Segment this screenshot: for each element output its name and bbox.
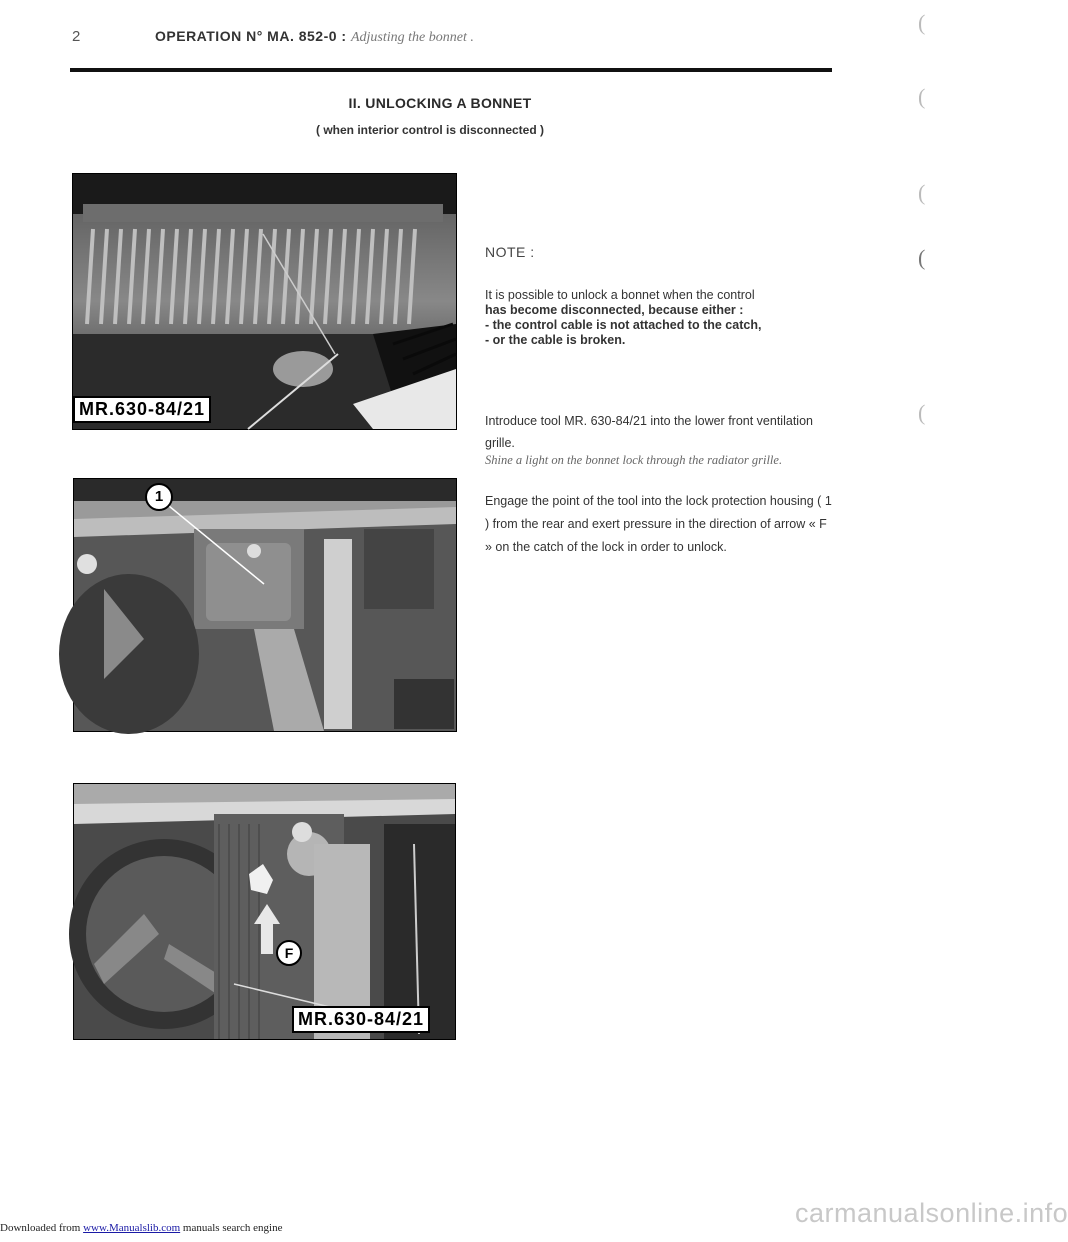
margin-binding-mark: ( [918,10,926,35]
manualslib-link[interactable]: www.Manualslib.com [83,1222,181,1234]
operation-subject: Adjusting the bonnet . [350,30,474,45]
operation-number: OPERATION N° MA. 852-0 : [155,28,347,44]
note-line: - or the cable is broken. [485,333,626,347]
note-body [485,288,835,348]
note-line: - the control cable is not attached to the catch, [485,318,762,332]
section-title: II. UNLOCKING A BONNET [348,95,532,111]
figure-tool-insertion-illustration [73,174,456,429]
section-subtitle: ( when interior control is disconnected ) [315,123,545,137]
figure-arrow-f-photo [73,783,456,1040]
footer-prefix: Downloaded from [0,1222,81,1234]
callout-1-badge [145,483,173,511]
watermark: carmanualsonline.info [795,1198,1068,1228]
callout-1-text: 1 [154,488,164,505]
figure-label-text: MR.630-84/21 [79,399,206,419]
operation-header [155,28,474,46]
figure-label-tool-ref [73,396,211,423]
instruction-shine-light: Shine a light on the bonnet lock through the radiator grille. [485,453,783,467]
margin-binding-mark: ( [918,400,926,425]
figure-lock-housing-photo [73,478,457,732]
figure-label-tool-ref-2 [292,1006,430,1033]
figure-arrow-f-illustration [74,784,455,1039]
note-label: NOTE : [485,244,535,260]
margin-binding-mark: ( [918,84,926,109]
callout-f-text: F [284,945,294,961]
footer-suffix: manuals search engine [182,1222,283,1234]
margin-binding-mark: ( [918,180,926,205]
page-number: 2 [72,28,81,45]
callout-f-badge [276,940,302,966]
download-footer [0,1222,282,1234]
note-line: It is possible to unlock a bonnet when the control [485,288,755,302]
figure-label-text-2: MR.630-84/21 [298,1009,425,1029]
figure-tool-insertion-photo [72,173,457,430]
margin-binding-mark: ( [918,245,926,270]
header-rule [70,68,832,72]
instruction-engage-tool: Engage the point of the tool into the lock protection housing ( 1 ) from the rear and exert pressure in the direction of arrow « F » on the catch of the lock in order to unlock. [485,494,832,554]
figure-lock-housing-illustration [74,479,456,731]
note-line: has become disconnected, because either : [485,303,744,317]
instruction-introduce-tool: Introduce tool MR. 630-84/21 into the lower front ventilation grille. [485,414,813,450]
